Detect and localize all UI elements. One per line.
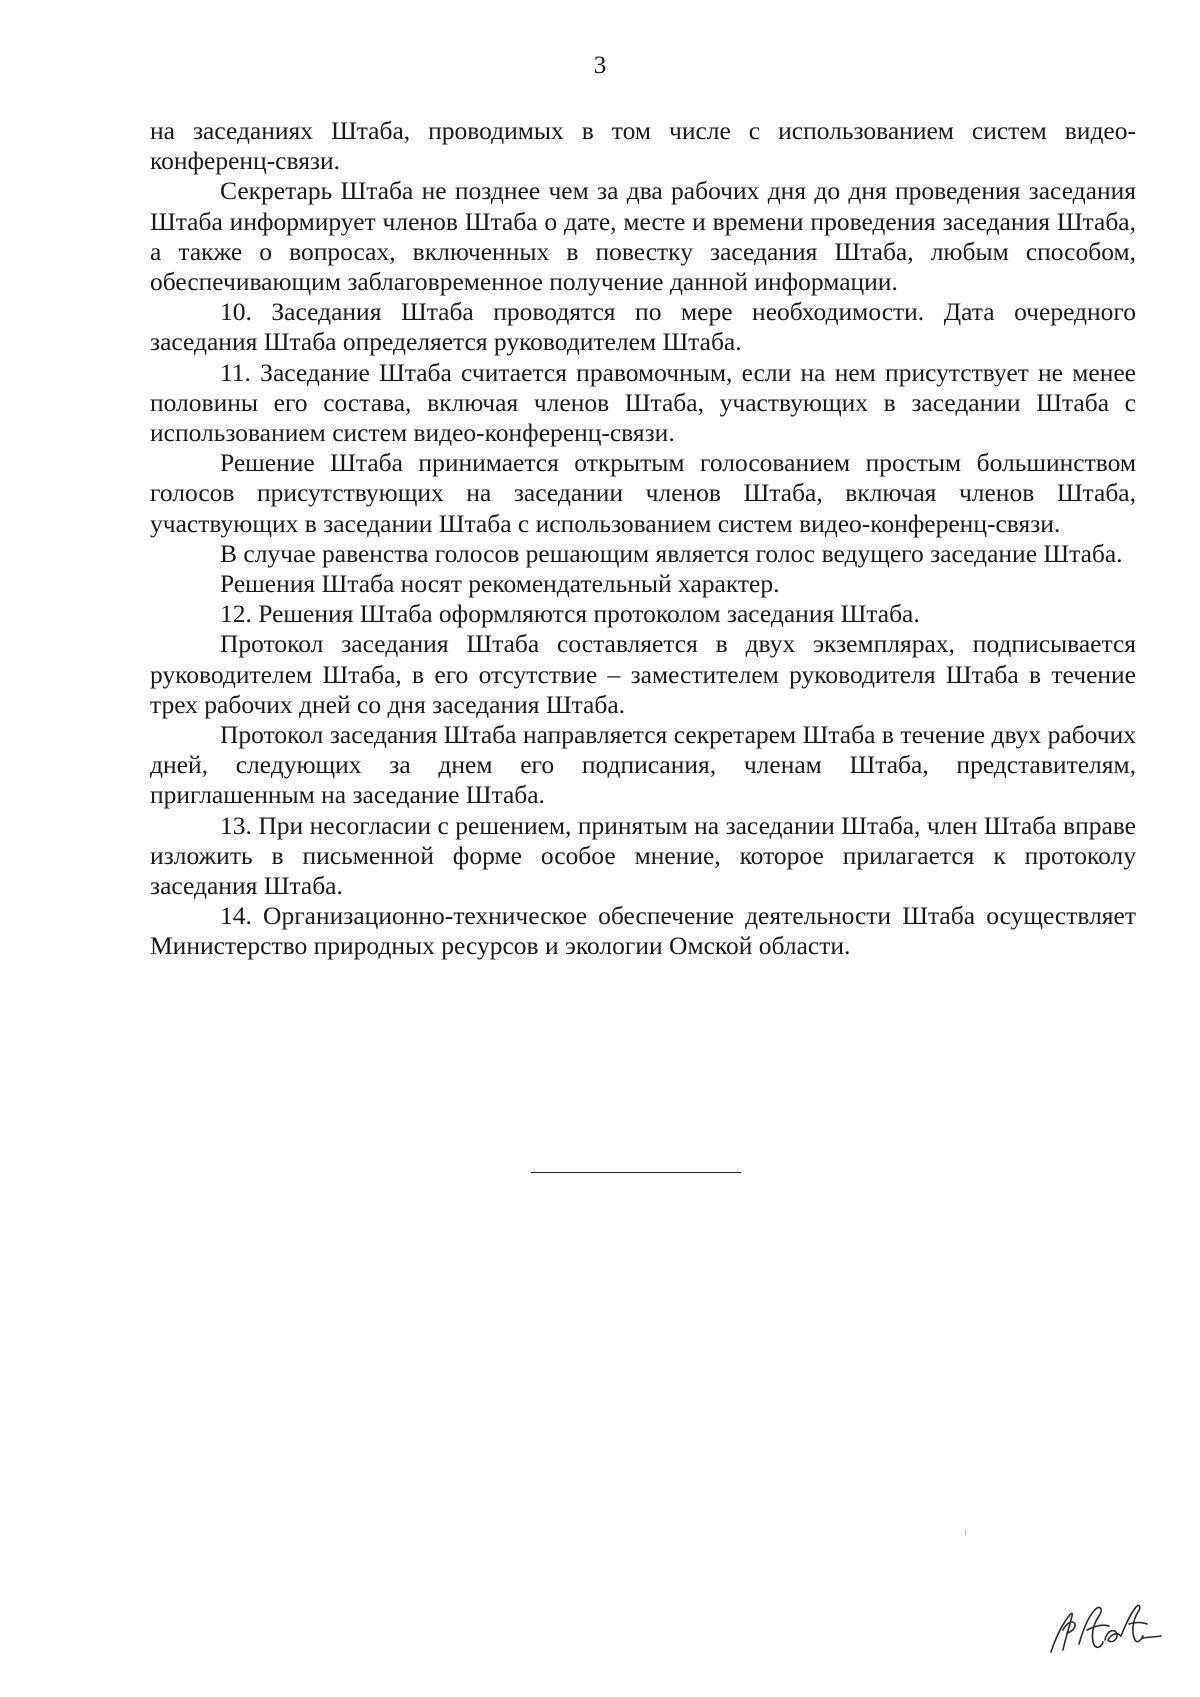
end-separator-line bbox=[531, 1172, 741, 1173]
document-body bbox=[150, 116, 1136, 962]
paragraph-secretary-notice: Секретарь Штаба не позднее чем за два рабочих дня до дня проведения заседания Штаба информирует членов Штаба о дате, месте и времени проведения заседания Штаба, а также о вопросах, включенных в повестку заседания Штаба, любым способом, обеспечивающим заблаговременное получение данной информации. bbox=[150, 176, 1136, 297]
scan-mark bbox=[965, 1530, 966, 1536]
paragraph-item-13: 13. При несогласии с решением, принятым на заседании Штаба, член Штаба вправе изложить в письменной форме особое мнение, которое прилагается к протоколу заседания Штаба. bbox=[150, 810, 1136, 901]
paragraph-protocol-signing: Протокол заседания Штаба составляется в двух экземплярах, подписывается руководителем Штаба, в его отсутствие – заместителем руководителя Штаба в течение трех рабочих дней со дня заседания Штаба. bbox=[150, 629, 1136, 719]
paragraph-tie-vote: В случае равенства голосов решающим является голос ведущего заседание Штаба. bbox=[220, 538, 1123, 568]
paragraph-protocol-distribution: Протокол заседания Штаба направляется секретарем Штаба в течение двух рабочих дней, следующих за днем его подписания, членам Штаба, представителям, приглашенным на заседание Штаба. bbox=[150, 720, 1136, 810]
paragraph-decision-voting: Решение Штаба принимается открытым голосованием простым большинством голосов присутствующих на заседании членов Штаба, включая членов Штаба, участвующих в заседании Штаба с использованием систем видео-конференц-связи. bbox=[150, 448, 1136, 538]
page-number: 3 bbox=[593, 52, 607, 79]
paragraph-item-14: 14. Организационно-техническое обеспечение деятельности Штаба осуществляет Министерство природных ресурсов и экологии Омской области. bbox=[150, 901, 1136, 961]
paragraph-item-11: 11. Заседание Штаба считается правомочным, если на нем присутствует не менее половины его состава, включая членов Штаба, участвующих в заседании Штаба с использованием систем видео-конференц-связи. bbox=[150, 357, 1136, 448]
paragraph-item-12: 12. Решения Штаба оформляются протоколом заседания Штаба. bbox=[220, 599, 920, 629]
paragraph-continuation: на заседаниях Штаба, проводимых в том числе с использованием систем видео-конференц-связи. bbox=[150, 116, 1136, 176]
paragraph-item-10: 10. Заседания Штаба проводятся по мере необходимости. Дата очередного заседания Штаба определяется руководителем Штаба. bbox=[150, 297, 1136, 357]
handwritten-initials bbox=[1045, 1600, 1165, 1660]
paragraph-advisory: Решения Штаба носят рекомендательный характер. bbox=[220, 569, 780, 599]
